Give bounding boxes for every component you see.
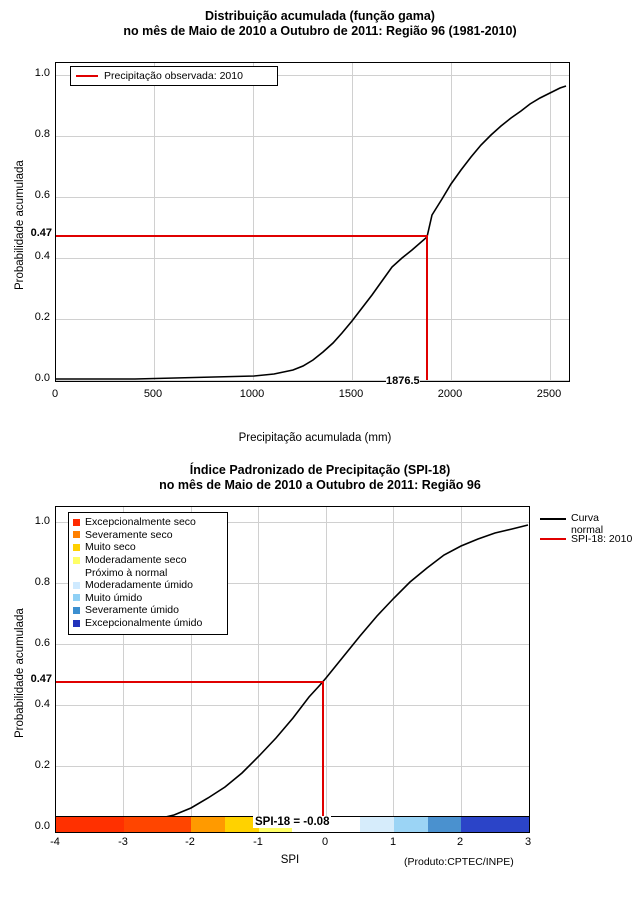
panel-spi <box>0 450 640 900</box>
category-swatch <box>73 557 80 564</box>
chart2-legend-curve-line1: Curva <box>571 512 600 524</box>
category-label: Muito seco <box>85 541 136 554</box>
chart2-xtick: 2 <box>456 836 464 848</box>
chart2-xtick: 3 <box>524 836 532 848</box>
chart1-xtick: 1500 <box>338 388 364 400</box>
chart2-ytick: 0.6 <box>34 637 50 649</box>
chart1-ylabel: Probabilidade acumulada <box>14 160 26 290</box>
chart2-xlabel: SPI <box>280 854 300 866</box>
chart1-prob-value: 0.47 <box>18 227 52 239</box>
chart1-xtick: 500 <box>143 388 163 400</box>
spi-band <box>360 817 394 832</box>
chart1-ytick: 1.0 <box>34 67 50 79</box>
spi-band <box>461 817 529 832</box>
chart2-ytick: 1.0 <box>34 515 50 527</box>
chart2-xtick: 1 <box>389 836 397 848</box>
chart2-xtick: 0 <box>321 836 329 848</box>
chart2-right-legend <box>540 512 636 546</box>
chart1-title-line2: no mês de Maio de 2010 a Outubro de 2011: Região 96 (1981-2010) <box>123 24 517 38</box>
chart1-title-line1: Distribuição acumulada (função gama) <box>205 9 435 23</box>
chart2-ytick: 0.8 <box>34 576 50 588</box>
source-label: (Produto:CPTEC/INPE) <box>404 856 514 868</box>
chart2-prob-line <box>56 681 324 683</box>
category-swatch <box>73 620 80 627</box>
chart1-ytick: 0.4 <box>34 250 50 262</box>
category-swatch <box>73 582 80 589</box>
chart1-ytick: 0.6 <box>34 189 50 201</box>
chart1-legend-label: Precipitação observada: 2010 <box>104 70 243 82</box>
category-label: Próximo à normal <box>85 566 168 579</box>
chart1-legend <box>70 66 278 86</box>
chart2-ylabel: Probabilidade acumulada <box>14 608 26 738</box>
category-swatch <box>73 519 80 526</box>
category-swatch <box>73 544 80 551</box>
chart1-ytick: 0.8 <box>34 128 50 140</box>
chart1-xtick: 0 <box>51 388 59 400</box>
category-swatch <box>73 569 80 576</box>
chart1-xlabel: Precipitação acumulada (mm) <box>238 432 392 444</box>
category-label: Muito úmido <box>85 591 143 604</box>
spi-band <box>124 817 192 832</box>
category-label: Moderadamente seco <box>85 554 187 567</box>
chart1-xtick: 2000 <box>437 388 463 400</box>
chart1-prob-line <box>56 235 427 237</box>
chart1-ytick: 0.2 <box>34 311 50 323</box>
chart2-xtick: -3 <box>118 836 128 848</box>
chart1-curve <box>56 63 569 381</box>
chart2-category-legend <box>68 512 228 635</box>
chart2-xtick: -1 <box>253 836 263 848</box>
category-swatch <box>73 607 80 614</box>
spi-band <box>428 817 462 832</box>
chart2-spi-line <box>322 681 324 827</box>
chart2-xtick: -2 <box>185 836 195 848</box>
chart2-ytick: 0.0 <box>34 820 50 832</box>
category-label: Severamente seco <box>85 528 173 541</box>
spi-value-label: SPI-18 = -0.08 <box>255 816 330 828</box>
chart1-precip-value: 1876.5 <box>386 375 420 387</box>
chart2-legend-spi: SPI-18: 2010 <box>571 533 633 545</box>
chart1-xtick: 1000 <box>239 388 265 400</box>
chart1-ytick: 0.0 <box>34 372 50 384</box>
category-swatch <box>73 531 80 538</box>
chart2-title-line2: no mês de Maio de 2010 a Outubro de 2011: Região 96 <box>159 478 481 492</box>
legend-line-swatch <box>540 538 566 540</box>
spi-band <box>394 817 428 832</box>
category-label: Moderadamente úmido <box>85 579 193 592</box>
chart1-precip-line <box>426 235 428 380</box>
spi-band <box>56 817 124 832</box>
chart2-title-line1: Índice Padronizado de Precipitação (SPI-18) <box>189 463 451 477</box>
chart2-ytick: 0.2 <box>34 759 50 771</box>
chart2-xtick: -4 <box>50 836 60 848</box>
chart2-ytick: 0.4 <box>34 698 50 710</box>
legend-line-swatch <box>76 75 98 77</box>
chart2-prob-value: 0.47 <box>18 673 52 685</box>
chart1-plot-area <box>55 62 570 382</box>
spi-band <box>191 817 225 832</box>
chart2-legend-curve-line2: normal <box>571 524 604 536</box>
category-swatch <box>73 594 80 601</box>
category-label: Excepcionalmente seco <box>85 516 196 529</box>
category-label: Severamente úmido <box>85 604 179 617</box>
chart1-xtick: 2500 <box>536 388 562 400</box>
legend-line-swatch <box>540 518 566 520</box>
category-label: Excepcionalmente úmido <box>85 617 203 630</box>
